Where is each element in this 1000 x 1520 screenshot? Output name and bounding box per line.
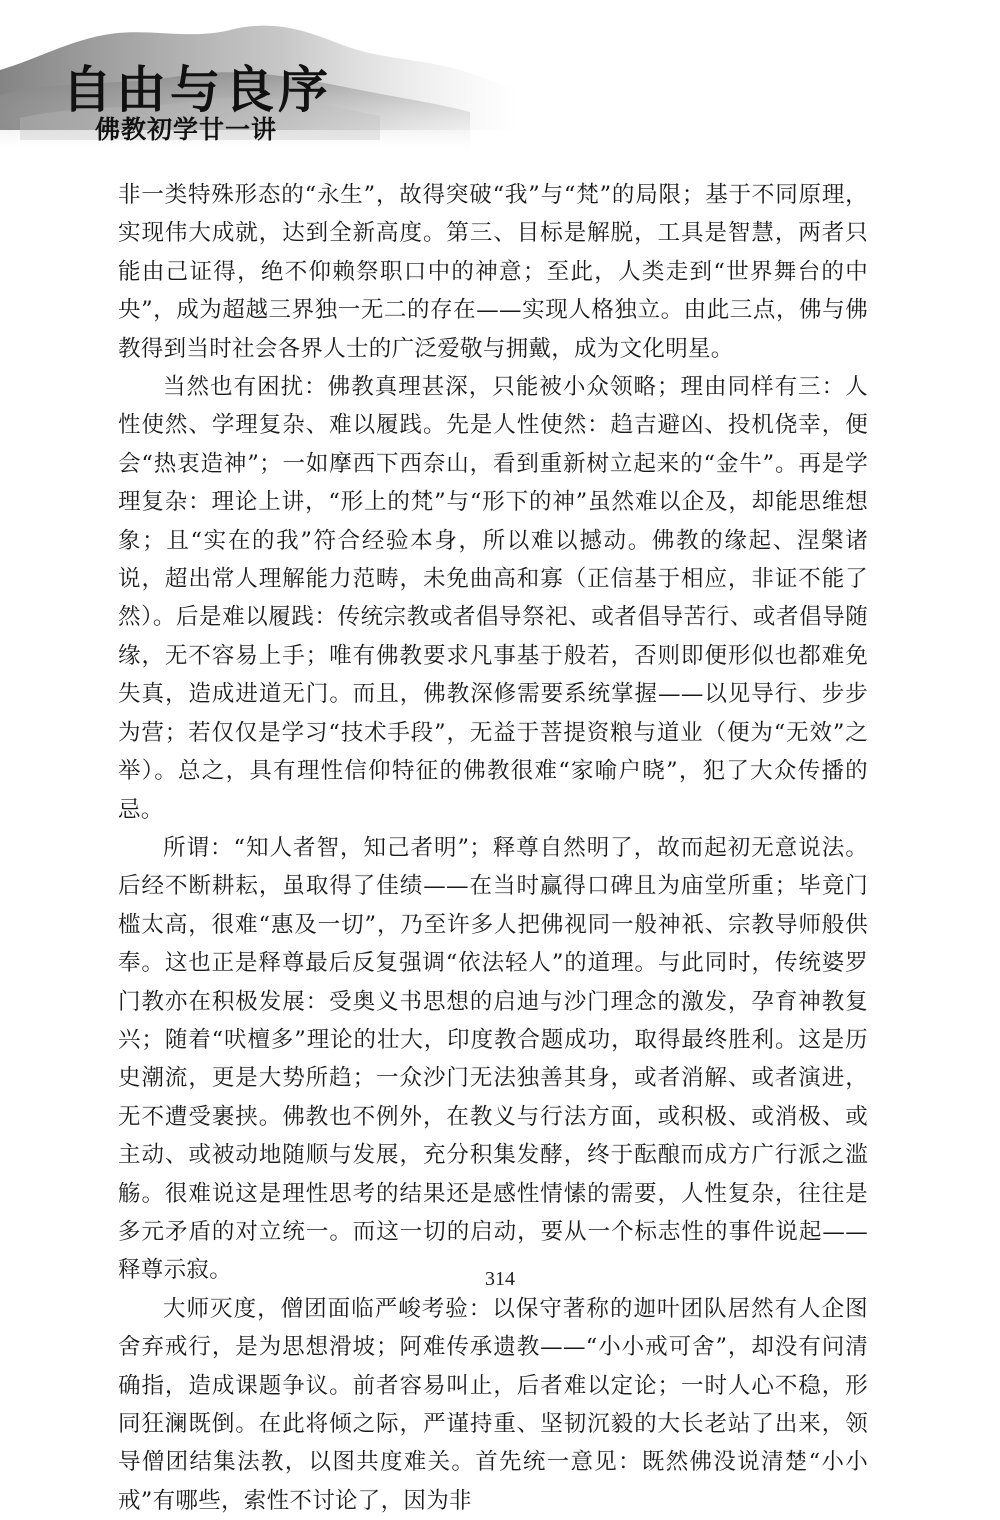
paragraph: 非一类特殊形态的“永生”，故得突破“我”与“梵”的局限；基于不同原理，实现伟大成就，达到全新高度。第三、目标是解脱，工具是智慧，两者只能由己证得，绝不仰赖祭职口中的神意；至此，人类走到“世界舞台的中央”，成为超越三界独一无二的存在——实现人格独立。由此三点，佛与佛教得到当时社会各界人士的广泛爱敬与拥戴，成为文化明星。 bbox=[118, 182, 868, 362]
paragraph: 当然也有困扰：佛教真理甚深，只能被小众领略；理由同样有三：人性使然、学理复杂、难以履践。先是人性使然：趋吉避凶、投机侥幸，便会“热衷造神”；一如摩西下西奈山，看到重新树立起来的“金牛”。再是学理复杂：理论上讲，“形上的梵”与“形下的神”虽然难以企及，却能思维想象；且“实在的我”符合经验本身，所以难以撼动。佛教的缘起、涅槃诸说，超出常人理解能力范畴，未免曲高和寡（正信基于相应，非证不能了然）。后是难以履践：传统宗教或者倡导祭祀、或者倡导苦行、或者倡导随缘，无不容易上手；唯有佛教要求凡事基于般若，否则即便形似也都难免失真，造成进道无门。而且，佛教深修需要系统掌握——以见导行、步步为营；若仅仅是学习“技术手段”，无益于菩提资粮与道业（便为“无效”之举）。总之，具有理性信仰特征的佛教很难“家喻户晓”，犯了大众传播的忌。 bbox=[118, 374, 868, 823]
page-header bbox=[0, 0, 1000, 160]
body-text bbox=[118, 176, 868, 1520]
paragraph: 大师灭度，僧团面临严峻考验：以保守著称的迦叶团队居然有人企图舍弃戒行，是为思想滑坡；阿难传承遗教——“小小戒可舍”，却没有问清确指，造成课题争议。前者容易叫止，后者难以定论；一时人心不稳，形同狂澜既倒。在此将倾之际，严谨持重、坚韧沉毅的大长老站了出来，领导僧团结集法教，以图共度难关。首先统一意见：既然佛没说清楚“小小戒”有哪些，索性不讨论了，因为非 bbox=[118, 1295, 868, 1514]
book-title: 自由与良序 bbox=[62, 60, 332, 119]
paragraph: 所谓：“知人者智，知己者明”；释尊自然明了，故而起初无意说法。后经不断耕耘，虽取得了佳绩——在当时赢得口碑且为庙堂所重；毕竟门槛太高，很难“惠及一切”，乃至许多人把佛视同一般神祇、宗教导师般供奉。这也正是释尊最后反复强调“依法轻人”的道理。与此同时，传统婆罗门教亦在积极发展：受奥义书思想的启迪与沙门理念的激发，孕育神教复兴；随着“吠檀多”理论的壮大，印度教合题成功，取得最终胜利。这是历史潮流，更是大势所趋；一众沙门无法独善其身，或者消解、或者演进，无不遭受裹挟。佛教也不例外，在教义与行法方面，或积极、或消极、或主动、或被动地随顺与发展，充分积集发酵，终于酝酿而成方广行派之滥觞。很难说这是理性思考的结果还是感性情愫的需要，人性复杂，往往是多元矛盾的对立统一。而这一切的启动，要从一个标志性的事件说起——释尊示寂。 bbox=[118, 834, 868, 1284]
book-subtitle: 佛教初学廿一讲 bbox=[95, 115, 278, 144]
page-number: 314 bbox=[485, 1268, 515, 1290]
